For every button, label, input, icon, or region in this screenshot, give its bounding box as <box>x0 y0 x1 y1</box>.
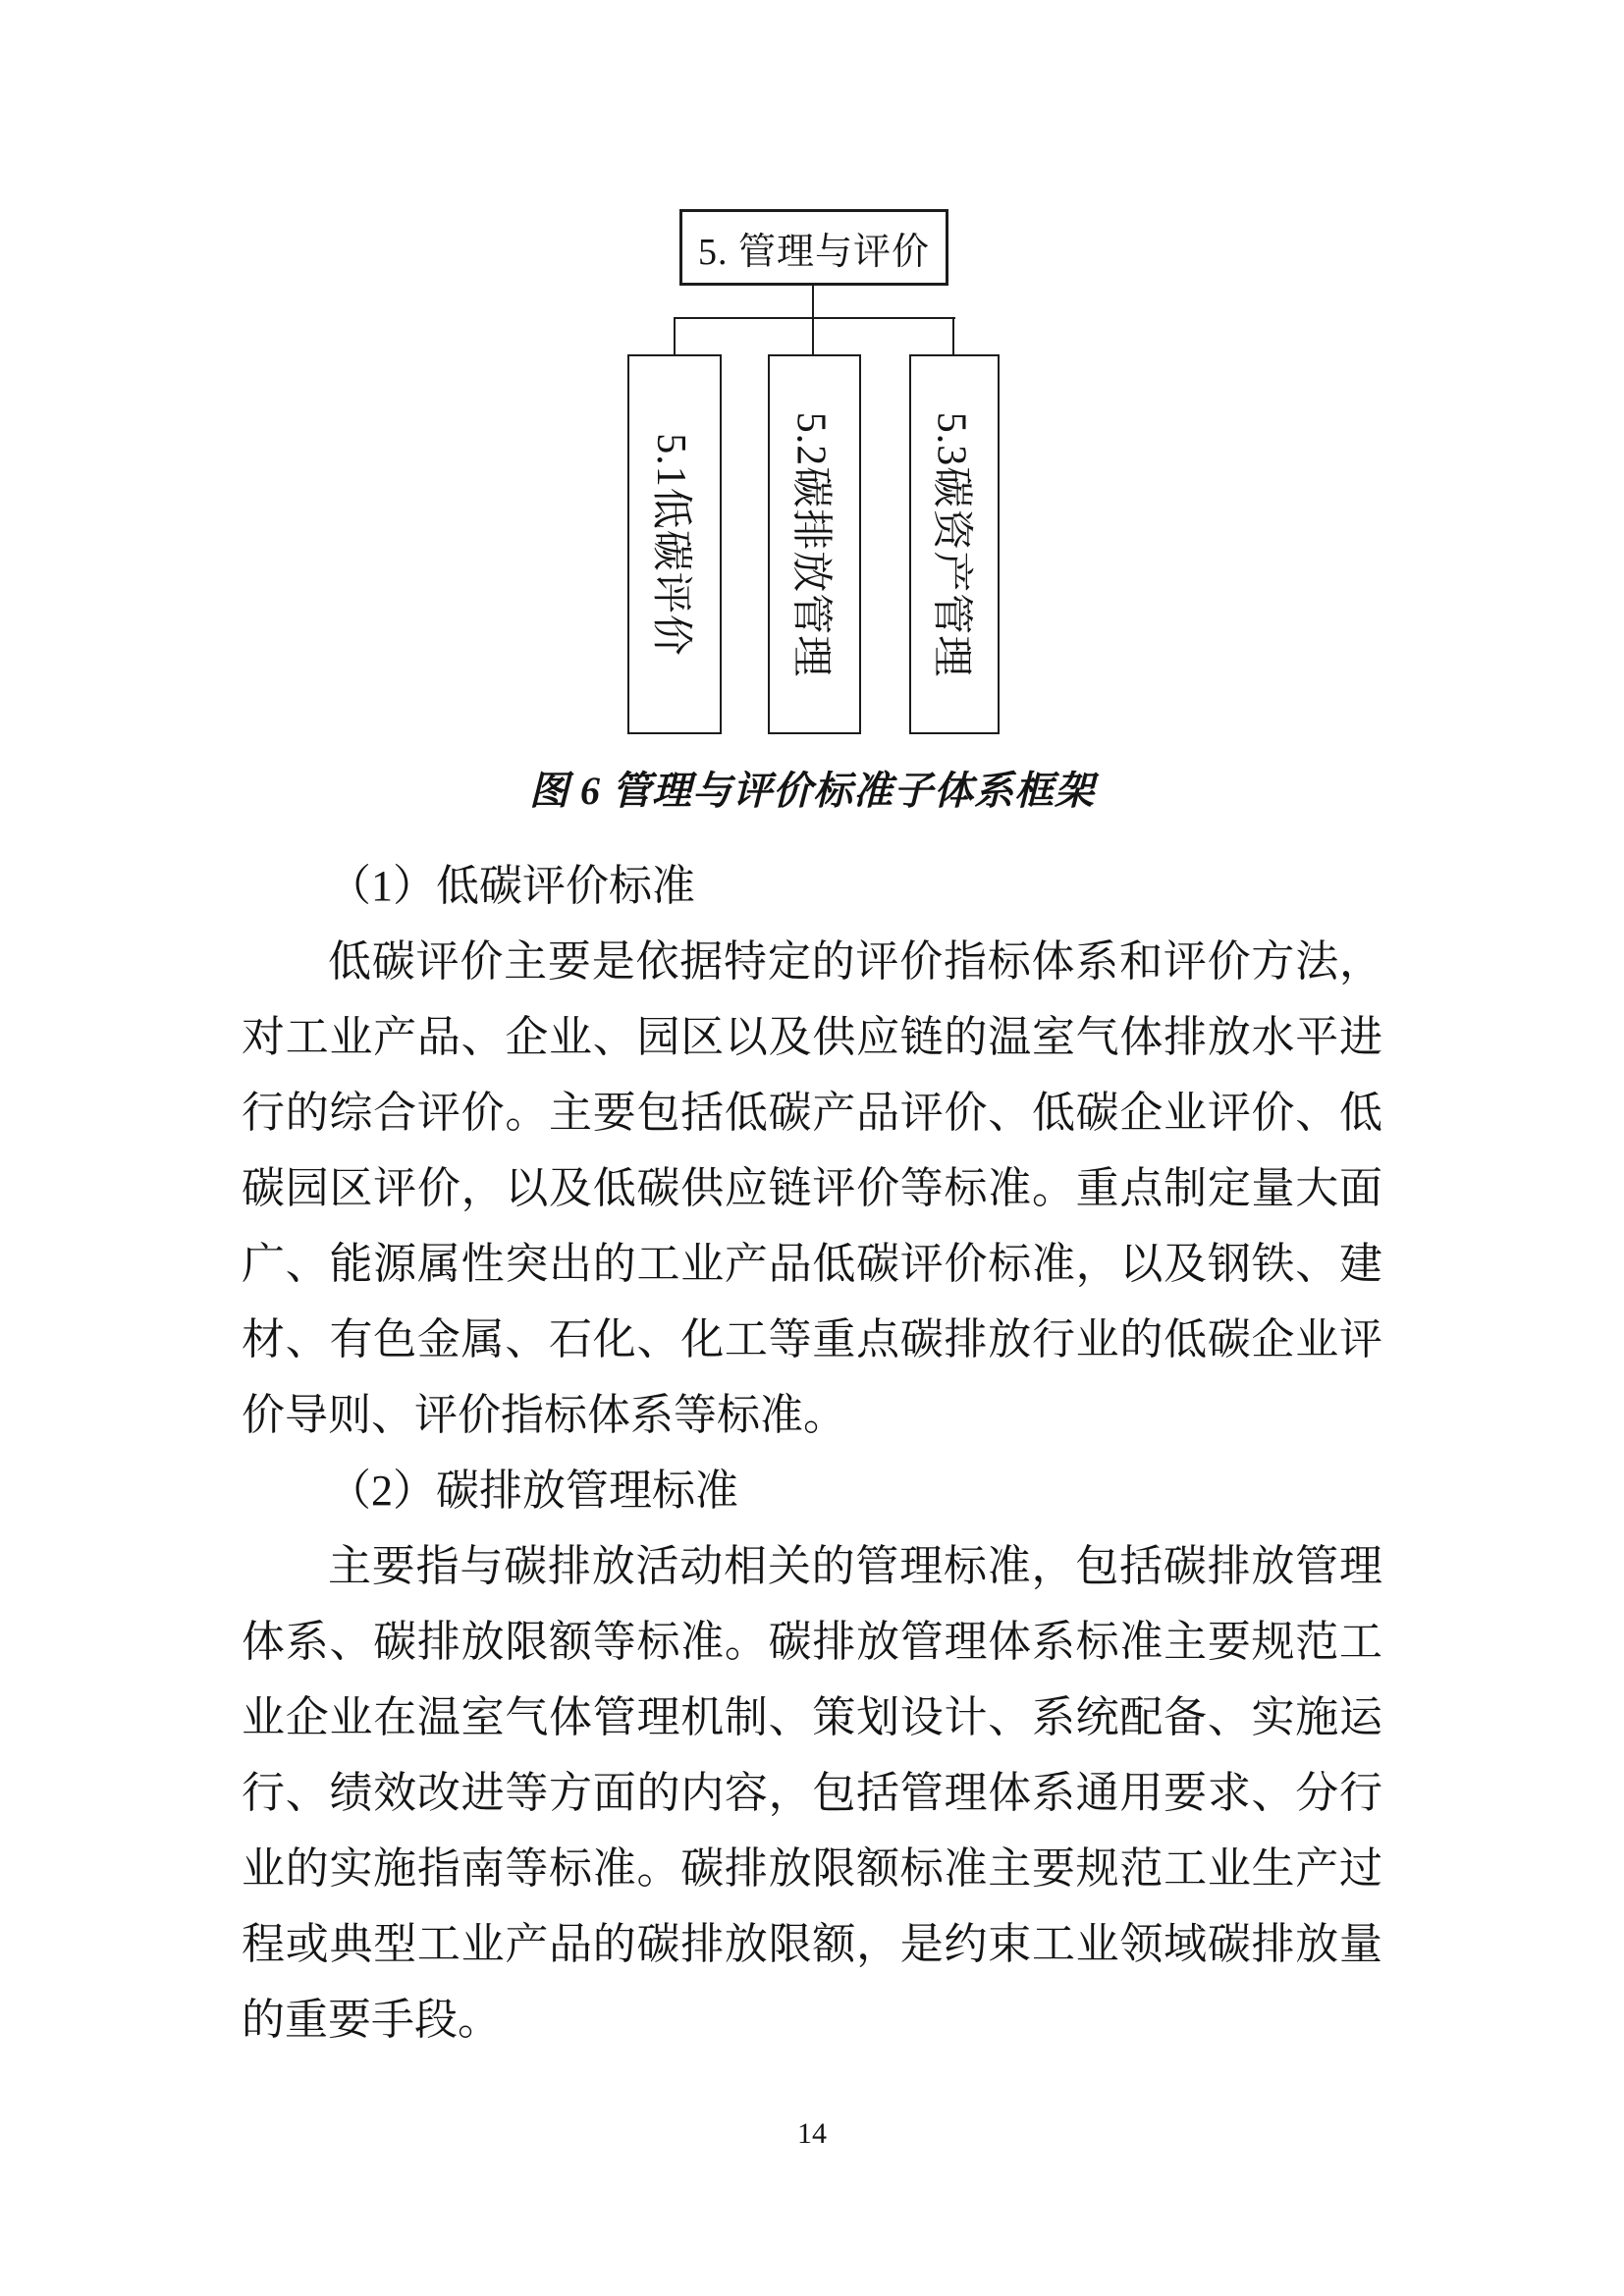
section-1-heading: （1）低碳评价标准 <box>328 862 695 910</box>
page-number: 14 <box>797 2117 827 2150</box>
diagram-root-label: 5. 管理与评价 <box>697 231 930 273</box>
diagram-root-box <box>679 209 948 286</box>
figure-caption: 图 6 管理与评价标准子体系框架 <box>529 769 1095 813</box>
section-1-paragraph: 低碳评价主要是依据特定的评价指标体系和评价方法，对工业产品、企业、园区以及供应链的温室气体排放水平进行的综合评价。主要包括低碳产品评价、低碳企业评价、低碳园区评价，以及低碳供应链评价等标准。重点制定量大面广、能源属性突出的工业产品低碳评价标准，以及钢铁、建材、有色金属、石化、化工等重点碳排放行业的低碳企业评价导则、评价指标体系等标准。 <box>242 937 1382 1439</box>
body-text <box>242 848 1382 2057</box>
connector-drop-line-3 <box>952 317 954 356</box>
diagram-child-label-1: 5.1低碳评价 <box>648 432 694 657</box>
connector-stem-line <box>812 285 814 319</box>
diagram-child-label-2: 5.2碳排放管理 <box>787 411 834 677</box>
figure-6-diagram <box>0 0 1624 746</box>
connector-horizontal-line <box>674 317 955 319</box>
section-2-heading: （2）碳排放管理标准 <box>328 1467 738 1515</box>
diagram-child-label-3: 5.3碳资产管理 <box>928 411 974 677</box>
diagram-child-box-carbon-asset-management <box>909 354 1000 734</box>
diagram-child-box-carbon-emission-management <box>768 354 861 734</box>
diagram-child-box-low-carbon-evaluation <box>627 354 722 734</box>
connector-drop-line-1 <box>674 317 676 356</box>
connector-drop-line-2 <box>812 317 814 356</box>
section-2-paragraph: 主要指与碳排放活动相关的管理标准，包括碳排放管理体系、碳排放限额等标准。碳排放管理体系标准主要规范工业企业在温室气体管理机制、策划设计、系统配备、实施运行、绩效改进等方面的内容，包括管理体系通用要求、分行业的实施指南等标准。碳排放限额标准主要规范工业生产过程或典型工业产品的碳排放限额，是约束工业领域碳排放量的重要手段。 <box>242 1542 1382 2044</box>
